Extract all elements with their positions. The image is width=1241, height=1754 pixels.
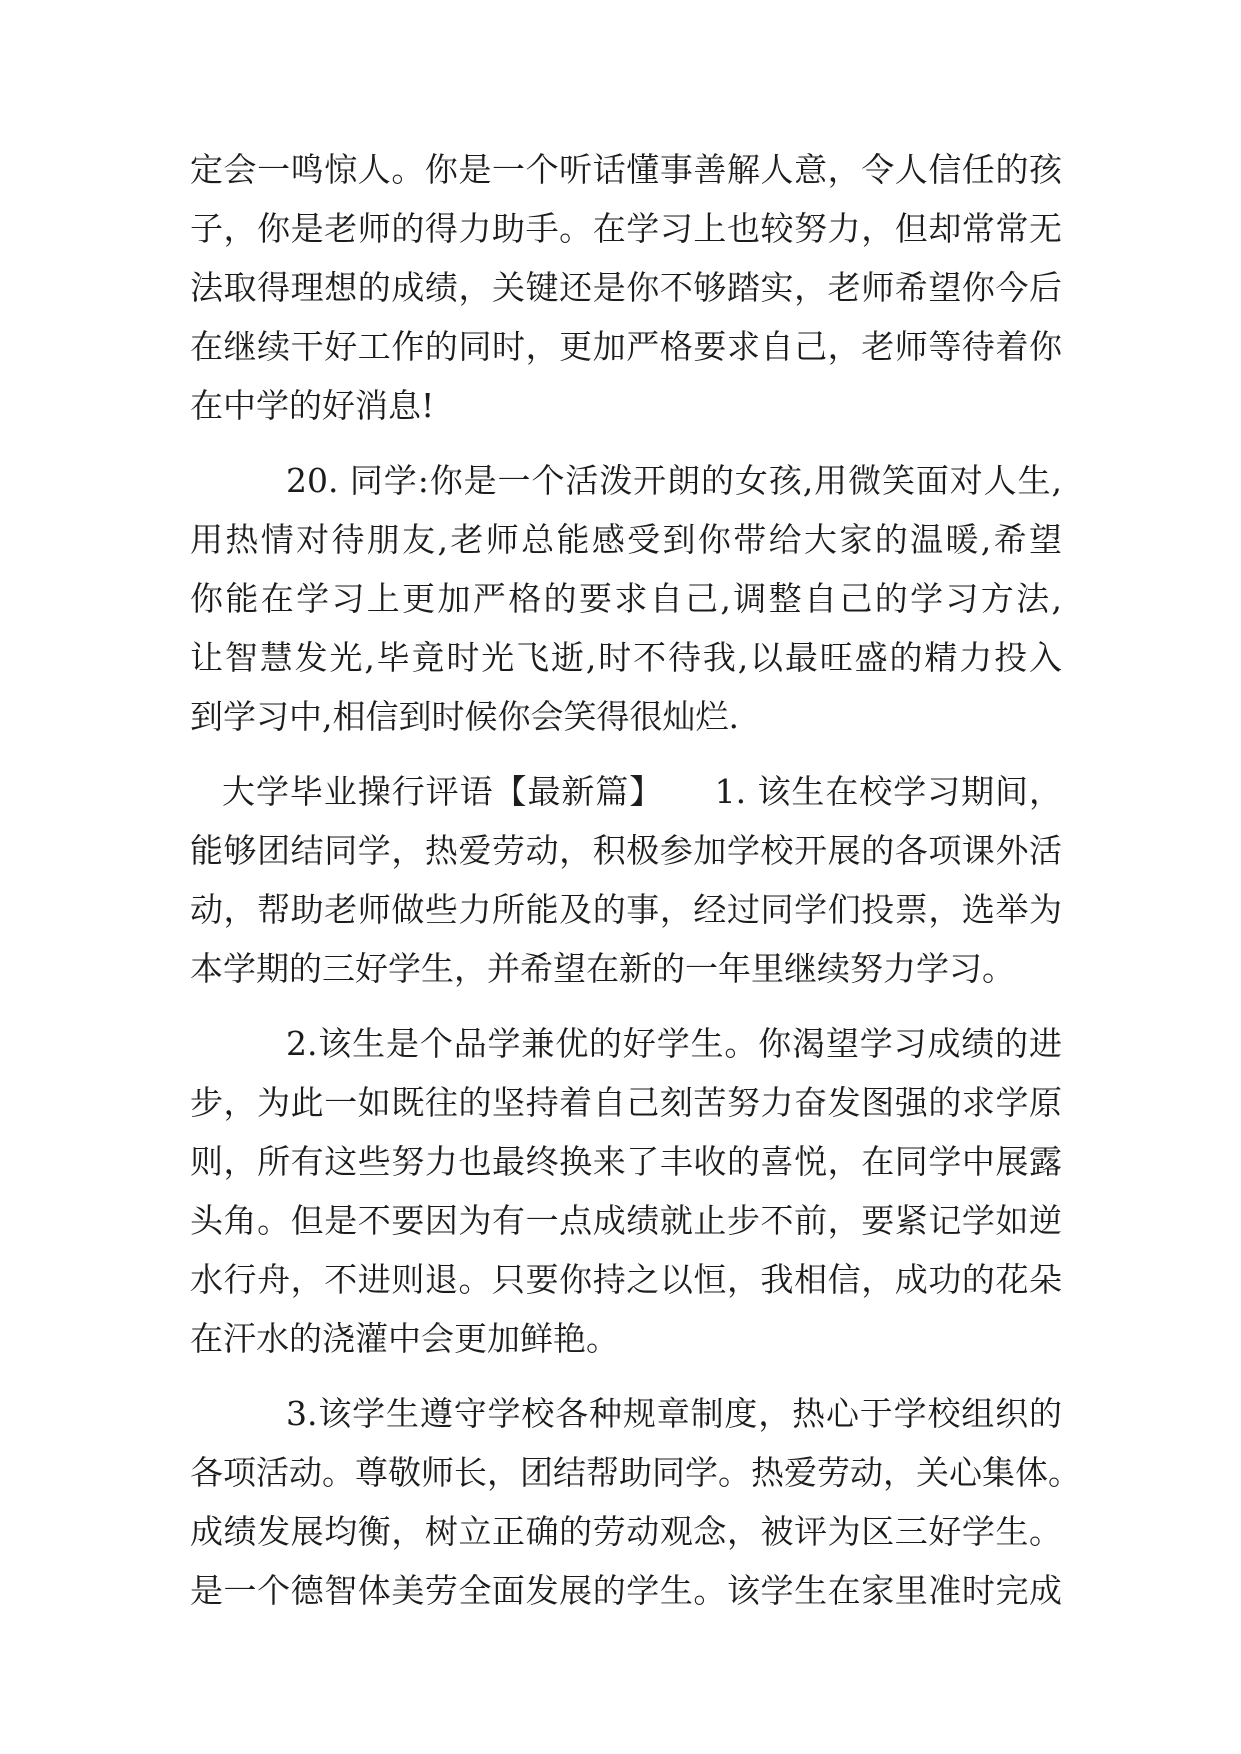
text-line: 用热情对待朋友,老师总能感受到你带给大家的温暖,希望 [190,520,1062,559]
text-line: 子，你是老师的得力助手。在学习上也较努力，但却常常无 [190,209,1062,248]
text-line: 各项活动。尊敬师长，团结帮助同学。热爱劳动，关心集体。 [190,1453,1081,1492]
paragraph-gap [190,746,1062,762]
text-line: 则，所有这些努力也最终换来了丰收的喜悦，在同学中展露 [190,1142,1062,1181]
paragraph-gap [190,1368,1062,1384]
text-line: 头角。但是不要因为有一点成绩就止步不前，要紧记学如逆 [190,1201,1062,1240]
text-line: 在中学的好消息! [190,386,435,425]
text-line: 2.该生是个品学兼优的好学生。你渴望学习成绩的进 [286,1024,1062,1063]
text-line: 法取得理想的成绩，关键还是你不够踏实，老师希望你今后 [190,268,1062,307]
text-line: 是一个德智体美劳全面发展的学生。该学生在家里准时完成 [190,1571,1062,1610]
text-line: 让智慧发光,毕竟时光飞逝,时不待我,以最旺盛的精力投入 [190,638,1062,677]
paragraph-gap [190,998,1062,1014]
paragraph-gap [190,435,1062,451]
text-line: 到学习中,相信到时候你会笑得很灿烂. [190,697,739,736]
text-line: 本学期的三好学生，并希望在新的一年里继续努力学习。 [190,949,1015,988]
text-line: 你能在学习上更加严格的要求自己,调整自己的学习方法, [190,579,1062,618]
text-line: 成绩发展均衡，树立正确的劳动观念，被评为区三好学生。 [190,1512,1062,1551]
text-line: 水行舟，不进则退。只要你持之以恒，我相信，成功的花朵 [190,1260,1062,1299]
text-line: 步，为此一如既往的坚持着自己刻苦努力奋发图强的求学原 [190,1083,1062,1122]
text-line: 定会一鸣惊人。你是一个听话懂事善解人意，令人信任的孩 [190,150,1062,189]
document-body [190,140,1081,1620]
text-line: 在继续干好工作的同时，更加严格要求自己，老师等待着你 [190,327,1062,366]
text-line: 在汗水的浇灌中会更加鲜艳。 [190,1319,619,1358]
text-line: 大学毕业操行评语【最新篇】 1. 该生在校学习期间， [222,772,1062,811]
text-line: 20. 同学:你是一个活泼开朗的女孩,用微笑面对人生, [286,461,1062,500]
text-line: 动，帮助老师做些力所能及的事，经过同学们投票，选举为 [190,890,1062,929]
text-line: 能够团结同学，热爱劳动，积极参加学校开展的各项课外活 [190,831,1062,870]
text-line: 3.该学生遵守学校各种规章制度，热心于学校组织的 [286,1394,1062,1433]
